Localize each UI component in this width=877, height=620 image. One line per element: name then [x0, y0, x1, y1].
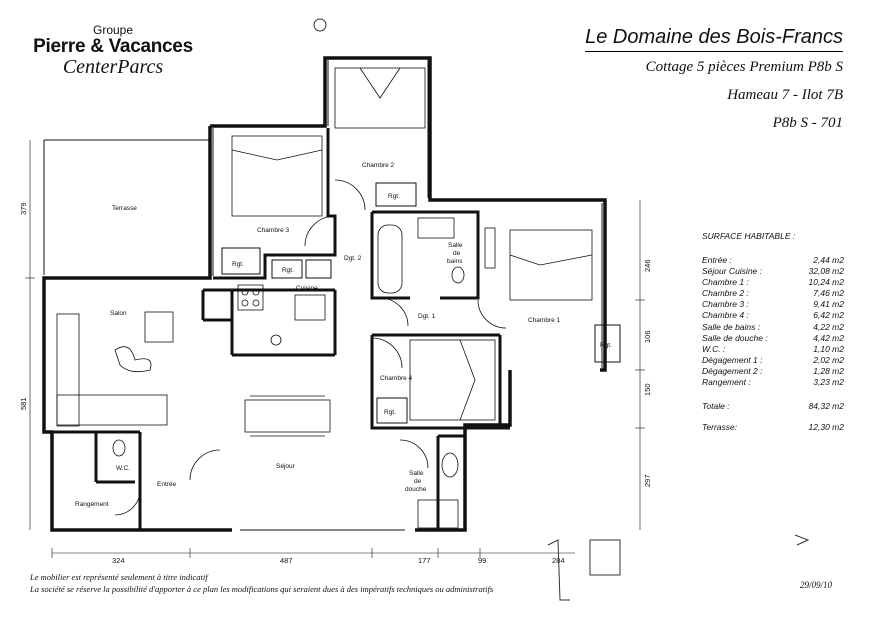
label-terrasse: Terrasse: [112, 205, 137, 212]
surface-table: [702, 231, 844, 433]
dim-right-1: 246: [643, 259, 652, 272]
label-sdb-1: Salle: [448, 242, 463, 249]
surface-row-label: Chambre 4 :: [702, 310, 749, 321]
surface-row-value: 10,24 m2: [808, 277, 844, 288]
beds: [232, 68, 592, 420]
surface-row-label: Chambre 3 :: [702, 299, 749, 310]
surface-row: [702, 366, 844, 377]
dim-bottom-4: 99: [478, 556, 487, 565]
plan-subtitle-1: Cottage 5 pièces Premium P8b S: [645, 59, 843, 75]
dimension-labels: [19, 202, 652, 565]
surface-row-label: Rangement :: [702, 377, 751, 388]
surface-row-label: Chambre 1 :: [702, 277, 749, 288]
door-swings: [115, 180, 506, 515]
surface-row-label: Salle de bains :: [702, 321, 761, 332]
surface-terrasse: [702, 422, 844, 433]
label-sejour: Séjour: [276, 463, 295, 470]
label-sdb-2: de: [453, 250, 461, 257]
label-rgt-dgt-2: Rgt.: [282, 267, 294, 274]
surface-row: [702, 377, 844, 388]
label-dgt-2: Dgt. 2: [344, 255, 362, 262]
plan-subtitle-2: Hameau 7 - Ilot 7B: [727, 87, 843, 103]
surface-row-value: 6,42 m2: [813, 310, 844, 321]
surface-row-value: 1,10 m2: [813, 343, 844, 354]
surface-row-label: Séjour Cuisine :: [702, 266, 763, 277]
surface-terrasse-label: Terrasse:: [702, 422, 738, 433]
label-chambre-1: Chambre 1: [528, 317, 561, 324]
label-rgt-chambre-3: Rgt.: [232, 261, 244, 268]
surface-row-value: 2,44 m2: [813, 255, 844, 265]
dim-right-4: 297: [643, 474, 652, 487]
dim-bottom-2: 487: [280, 556, 293, 565]
surface-row-label: Salle de douche :: [702, 332, 768, 343]
plan-date: 29/09/10: [800, 580, 833, 590]
surface-row: [702, 322, 844, 333]
dim-left-1: 379: [19, 202, 28, 215]
label-wc: W.C.: [116, 465, 131, 472]
label-sdb-3: bains: [447, 258, 463, 265]
label-rgt-chambre-2: Rgt.: [388, 193, 400, 200]
surface-total: [702, 401, 844, 412]
surface-row: [702, 310, 844, 321]
label-entree: Entrée: [157, 481, 177, 488]
surface-row: [702, 344, 844, 355]
surface-row-label: Entrée :: [702, 255, 732, 265]
surface-row-label: Dégagement 1 :: [702, 354, 763, 365]
label-chambre-2: Chambre 2: [362, 162, 395, 169]
surface-row: [702, 299, 844, 310]
living-furniture: [57, 312, 330, 436]
surface-row: [702, 355, 844, 366]
label-rgt-chambre-1: Rgt.: [600, 342, 612, 349]
label-rgt-chambre-4: Rgt.: [384, 409, 396, 416]
surface-terrasse-value: 12,30 m2: [808, 422, 844, 433]
surface-row: [702, 255, 844, 266]
plan-subtitle-3: P8b S - 701: [772, 115, 843, 131]
outer-walls: [44, 58, 605, 530]
label-sdd-1: Salle: [409, 470, 424, 477]
room-labels: [75, 162, 612, 508]
label-chambre-4: Chambre 4: [380, 375, 413, 382]
label-rangement: Rangement: [75, 501, 109, 508]
surface-row-value: 9,41 m2: [813, 299, 844, 310]
surface-row-label: Chambre 2 :: [702, 288, 749, 299]
label-sdd-3: douche: [405, 486, 427, 493]
label-cuisine: Cuisine: [296, 285, 318, 292]
label-chambre-3: Chambre 3: [257, 227, 290, 234]
surface-header: SURFACE HABITABLE :: [702, 231, 796, 241]
surface-rows: [702, 255, 844, 388]
surface-row: [702, 266, 844, 277]
surface-row: [702, 288, 844, 299]
label-salon: Salon: [110, 310, 127, 317]
surface-row-value: 32,08 m2: [808, 266, 844, 277]
logo-groupe: Groupe: [92, 23, 134, 37]
plan-title: Le Domaine des Bois-Francs: [585, 26, 843, 52]
dim-right-3: 150: [643, 383, 652, 396]
surface-row-label: Dégagement 2 :: [702, 365, 763, 376]
dim-bottom-3: 177: [418, 556, 431, 565]
footnote-furniture: Le mobilier est représenté seulement à titre indicatif: [30, 572, 208, 582]
dim-bottom-1: 324: [112, 556, 125, 565]
kitchen-fixtures: [238, 285, 325, 345]
dim-left-2: 581: [19, 397, 28, 410]
dim-right-2: 106: [643, 330, 652, 343]
surface-row-value: 2,02 m2: [813, 354, 844, 365]
surface-row-value: 7,46 m2: [813, 288, 844, 299]
logo-centerparcs: CenterParcs: [62, 56, 164, 78]
label-sdd-2: de: [414, 478, 422, 485]
surface-row-value: 4,42 m2: [813, 332, 844, 343]
surface-total-value: 84,32 m2: [808, 401, 844, 412]
surface-row-value: 3,23 m2: [813, 377, 844, 388]
surface-total-label: Totale :: [702, 401, 730, 412]
footnote-modifications: La société se réserve la possibilité d'apporter à ce plan les modifications qui seraient dues à des impératifs techniques ou administratifs: [30, 584, 494, 594]
logo-brand: Pierre & Vacances: [33, 36, 193, 57]
dim-bottom-5: 284: [552, 556, 565, 565]
storage-boxes: [222, 183, 620, 423]
surface-row-value: 4,22 m2: [813, 321, 844, 332]
surface-row-label: W.C. :: [702, 343, 726, 354]
surface-row: [702, 277, 844, 288]
surface-row: [702, 333, 844, 344]
label-dgt-1: Dgt. 1: [418, 313, 436, 320]
surface-row-value: 1,28 m2: [813, 365, 844, 376]
